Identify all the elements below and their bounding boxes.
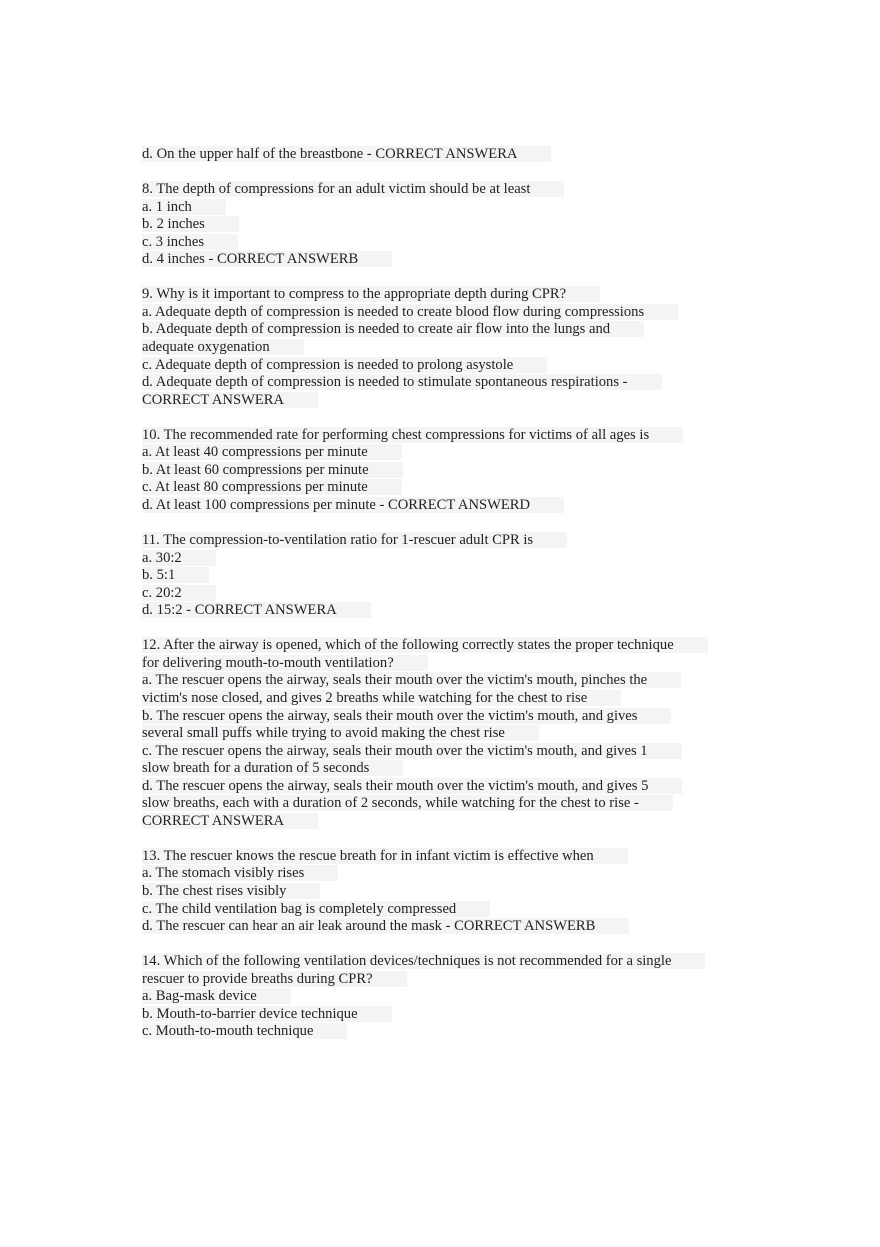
line-text: d. 4 inches - CORRECT ANSWERB — [142, 251, 392, 267]
line-text: b. The rescuer opens the airway, seals their mouth over the victim's mouth, and gives — [142, 708, 671, 724]
text-line — [142, 1006, 708, 1024]
line-text: b. Adequate depth of compression is needed to create air flow into the lungs and — [142, 321, 644, 337]
question-block — [142, 427, 708, 515]
line-text: a. Bag-mask device — [142, 988, 291, 1004]
text-line — [142, 181, 708, 199]
line-text: d. On the upper half of the breastbone - CORRECT ANSWERA — [142, 146, 551, 162]
line-text: b. At least 60 compressions per minute — [142, 462, 403, 478]
line-text: CORRECT ANSWERA — [142, 813, 318, 829]
line-text: c. Adequate depth of compression is needed to prolong asystole — [142, 357, 547, 373]
question-block — [142, 286, 708, 409]
text-line — [142, 1023, 708, 1041]
text-line — [142, 251, 708, 269]
text-line — [142, 865, 708, 883]
line-text: c. The child ventilation bag is completely compressed — [142, 901, 490, 917]
line-text: c. The rescuer opens the airway, seals their mouth over the victim's mouth, and gives 1 — [142, 743, 682, 759]
text-line — [142, 357, 708, 375]
document-page — [142, 146, 708, 1058]
text-line — [142, 988, 708, 1006]
text-line — [142, 848, 708, 866]
line-text: 10. The recommended rate for performing chest compressions for victims of all ages is — [142, 427, 683, 443]
text-line — [142, 339, 708, 357]
text-line — [142, 901, 708, 919]
line-text: 9. Why is it important to compress to the appropriate depth during CPR? — [142, 286, 600, 302]
line-text: adequate oxygenation — [142, 339, 304, 355]
question-block — [142, 181, 708, 269]
line-text: c. Mouth-to-mouth technique — [142, 1023, 347, 1039]
text-line — [142, 427, 708, 445]
text-line — [142, 532, 708, 550]
line-text: several small puffs while trying to avoid making the chest rise — [142, 725, 539, 741]
line-text: slow breath for a duration of 5 seconds — [142, 760, 403, 776]
line-text: a. The stomach visibly rises — [142, 865, 338, 881]
text-line — [142, 953, 708, 971]
line-text: c. 3 inches — [142, 234, 238, 250]
line-text: b. 5:1 — [142, 567, 209, 583]
text-line — [142, 374, 708, 392]
text-line — [142, 778, 708, 796]
line-text: slow breaths, each with a duration of 2 seconds, while watching for the chest to rise - — [142, 795, 673, 811]
text-line — [142, 234, 708, 252]
text-line — [142, 199, 708, 217]
text-line — [142, 971, 708, 989]
text-line — [142, 286, 708, 304]
question-block — [142, 953, 708, 1041]
question-block — [142, 146, 708, 164]
text-line — [142, 444, 708, 462]
text-line — [142, 304, 708, 322]
text-line — [142, 602, 708, 620]
text-line — [142, 567, 708, 585]
question-block — [142, 848, 708, 936]
text-line — [142, 760, 708, 778]
line-text: a. The rescuer opens the airway, seals their mouth over the victim's mouth, pinches the — [142, 672, 681, 688]
text-line — [142, 321, 708, 339]
line-text: d. The rescuer opens the airway, seals their mouth over the victim's mouth, and gives 5 — [142, 778, 682, 794]
line-text: d. 15:2 - CORRECT ANSWERA — [142, 602, 371, 618]
text-line — [142, 637, 708, 655]
text-line — [142, 725, 708, 743]
line-text: a. 30:2 — [142, 550, 216, 566]
text-line — [142, 462, 708, 480]
text-line — [142, 216, 708, 234]
text-line — [142, 550, 708, 568]
line-text: b. The chest rises visibly — [142, 883, 320, 899]
text-line — [142, 479, 708, 497]
text-line — [142, 585, 708, 603]
line-text: c. 20:2 — [142, 585, 216, 601]
line-text: 13. The rescuer knows the rescue breath for in infant victim is effective when — [142, 848, 628, 864]
line-text: 11. The compression-to-ventilation ratio for 1-rescuer adult CPR is — [142, 532, 567, 548]
line-text: victim's nose closed, and gives 2 breaths while watching for the chest to rise — [142, 690, 621, 706]
line-text: d. Adequate depth of compression is needed to stimulate spontaneous respirations - — [142, 374, 662, 390]
text-line — [142, 655, 708, 673]
line-text: c. At least 80 compressions per minute — [142, 479, 402, 495]
line-text: CORRECT ANSWERA — [142, 392, 318, 408]
question-block — [142, 532, 708, 620]
line-text: a. 1 inch — [142, 199, 226, 215]
text-line — [142, 743, 708, 761]
text-line — [142, 690, 708, 708]
line-text: b. 2 inches — [142, 216, 239, 232]
text-line — [142, 795, 708, 813]
line-text: for delivering mouth-to-mouth ventilation? — [142, 655, 428, 671]
line-text: 14. Which of the following ventilation devices/techniques is not recommended for a single — [142, 953, 705, 969]
line-text: d. The rescuer can hear an air leak around the mask - CORRECT ANSWERB — [142, 918, 629, 934]
text-line — [142, 918, 708, 936]
line-text: b. Mouth-to-barrier device technique — [142, 1006, 392, 1022]
line-text: 8. The depth of compressions for an adult victim should be at least — [142, 181, 564, 197]
line-text: a. Adequate depth of compression is needed to create blood flow during compressions — [142, 304, 678, 320]
line-text: d. At least 100 compressions per minute - CORRECT ANSWERD — [142, 497, 564, 513]
text-line — [142, 497, 708, 515]
text-line — [142, 392, 708, 410]
line-text: a. At least 40 compressions per minute — [142, 444, 402, 460]
line-text: 12. After the airway is opened, which of the following correctly states the proper technique — [142, 637, 708, 653]
question-block — [142, 637, 708, 830]
text-line — [142, 146, 708, 164]
line-text: rescuer to provide breaths during CPR? — [142, 971, 407, 987]
text-line — [142, 813, 708, 831]
text-line — [142, 672, 708, 690]
text-line — [142, 708, 708, 726]
text-line — [142, 883, 708, 901]
